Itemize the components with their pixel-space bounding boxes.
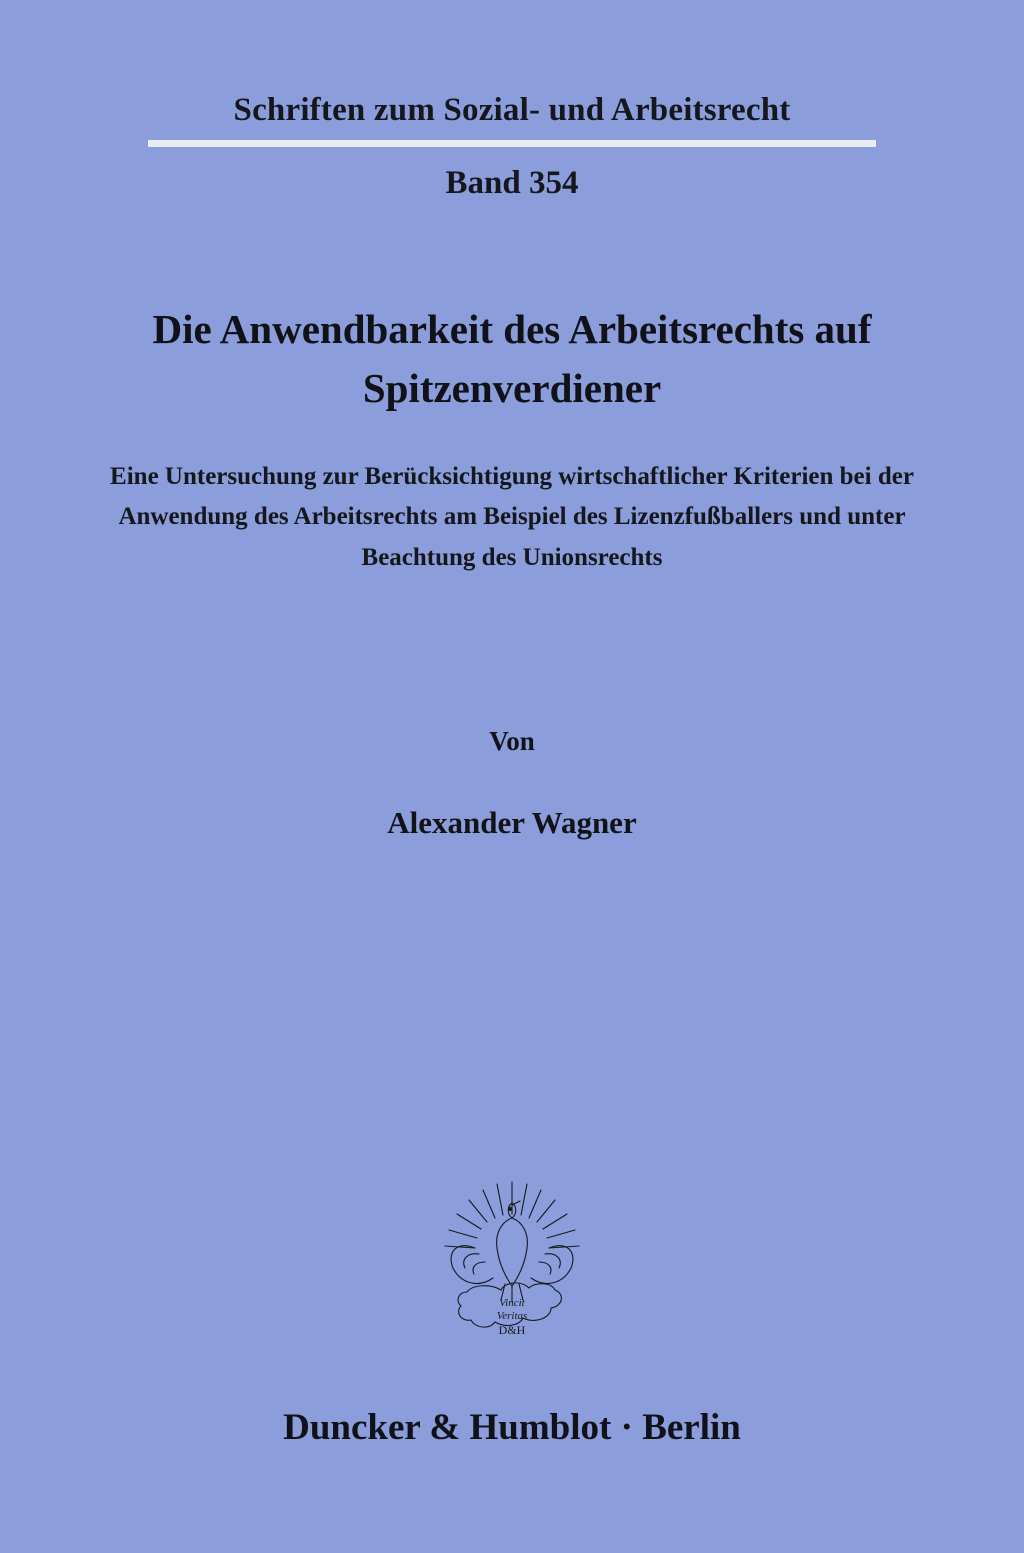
- publisher-logo: [0, 1174, 1024, 1364]
- series-title: Schriften zum Sozial- und Arbeitsrecht: [233, 92, 791, 128]
- volume-number: Band 354: [445, 165, 579, 201]
- eagle-emblem-icon: [427, 1174, 597, 1364]
- series-divider: [148, 140, 876, 147]
- byline-label: Von: [489, 726, 535, 757]
- logo-initials: D&H: [498, 1323, 526, 1337]
- logo-motto-line1: Vincit: [499, 1297, 525, 1309]
- logo-motto-line2: Veritas: [496, 1310, 528, 1322]
- page-subtitle: Eine Untersuchung zur Berücksichtigung wirtschaftlicher Kriterien bei der Anwendung des Arbeitsrechts am Beispiel des Lizenzfußballers und unter Beachtung des Unionsrechts: [110, 462, 914, 571]
- author-name: Alexander Wagner: [387, 805, 637, 841]
- page-title: Die Anwendbarkeit des Arbeitsrechts auf Spitzenverdiener: [152, 306, 872, 412]
- publisher-name: Duncker & Humblot · Berlin: [283, 1407, 741, 1448]
